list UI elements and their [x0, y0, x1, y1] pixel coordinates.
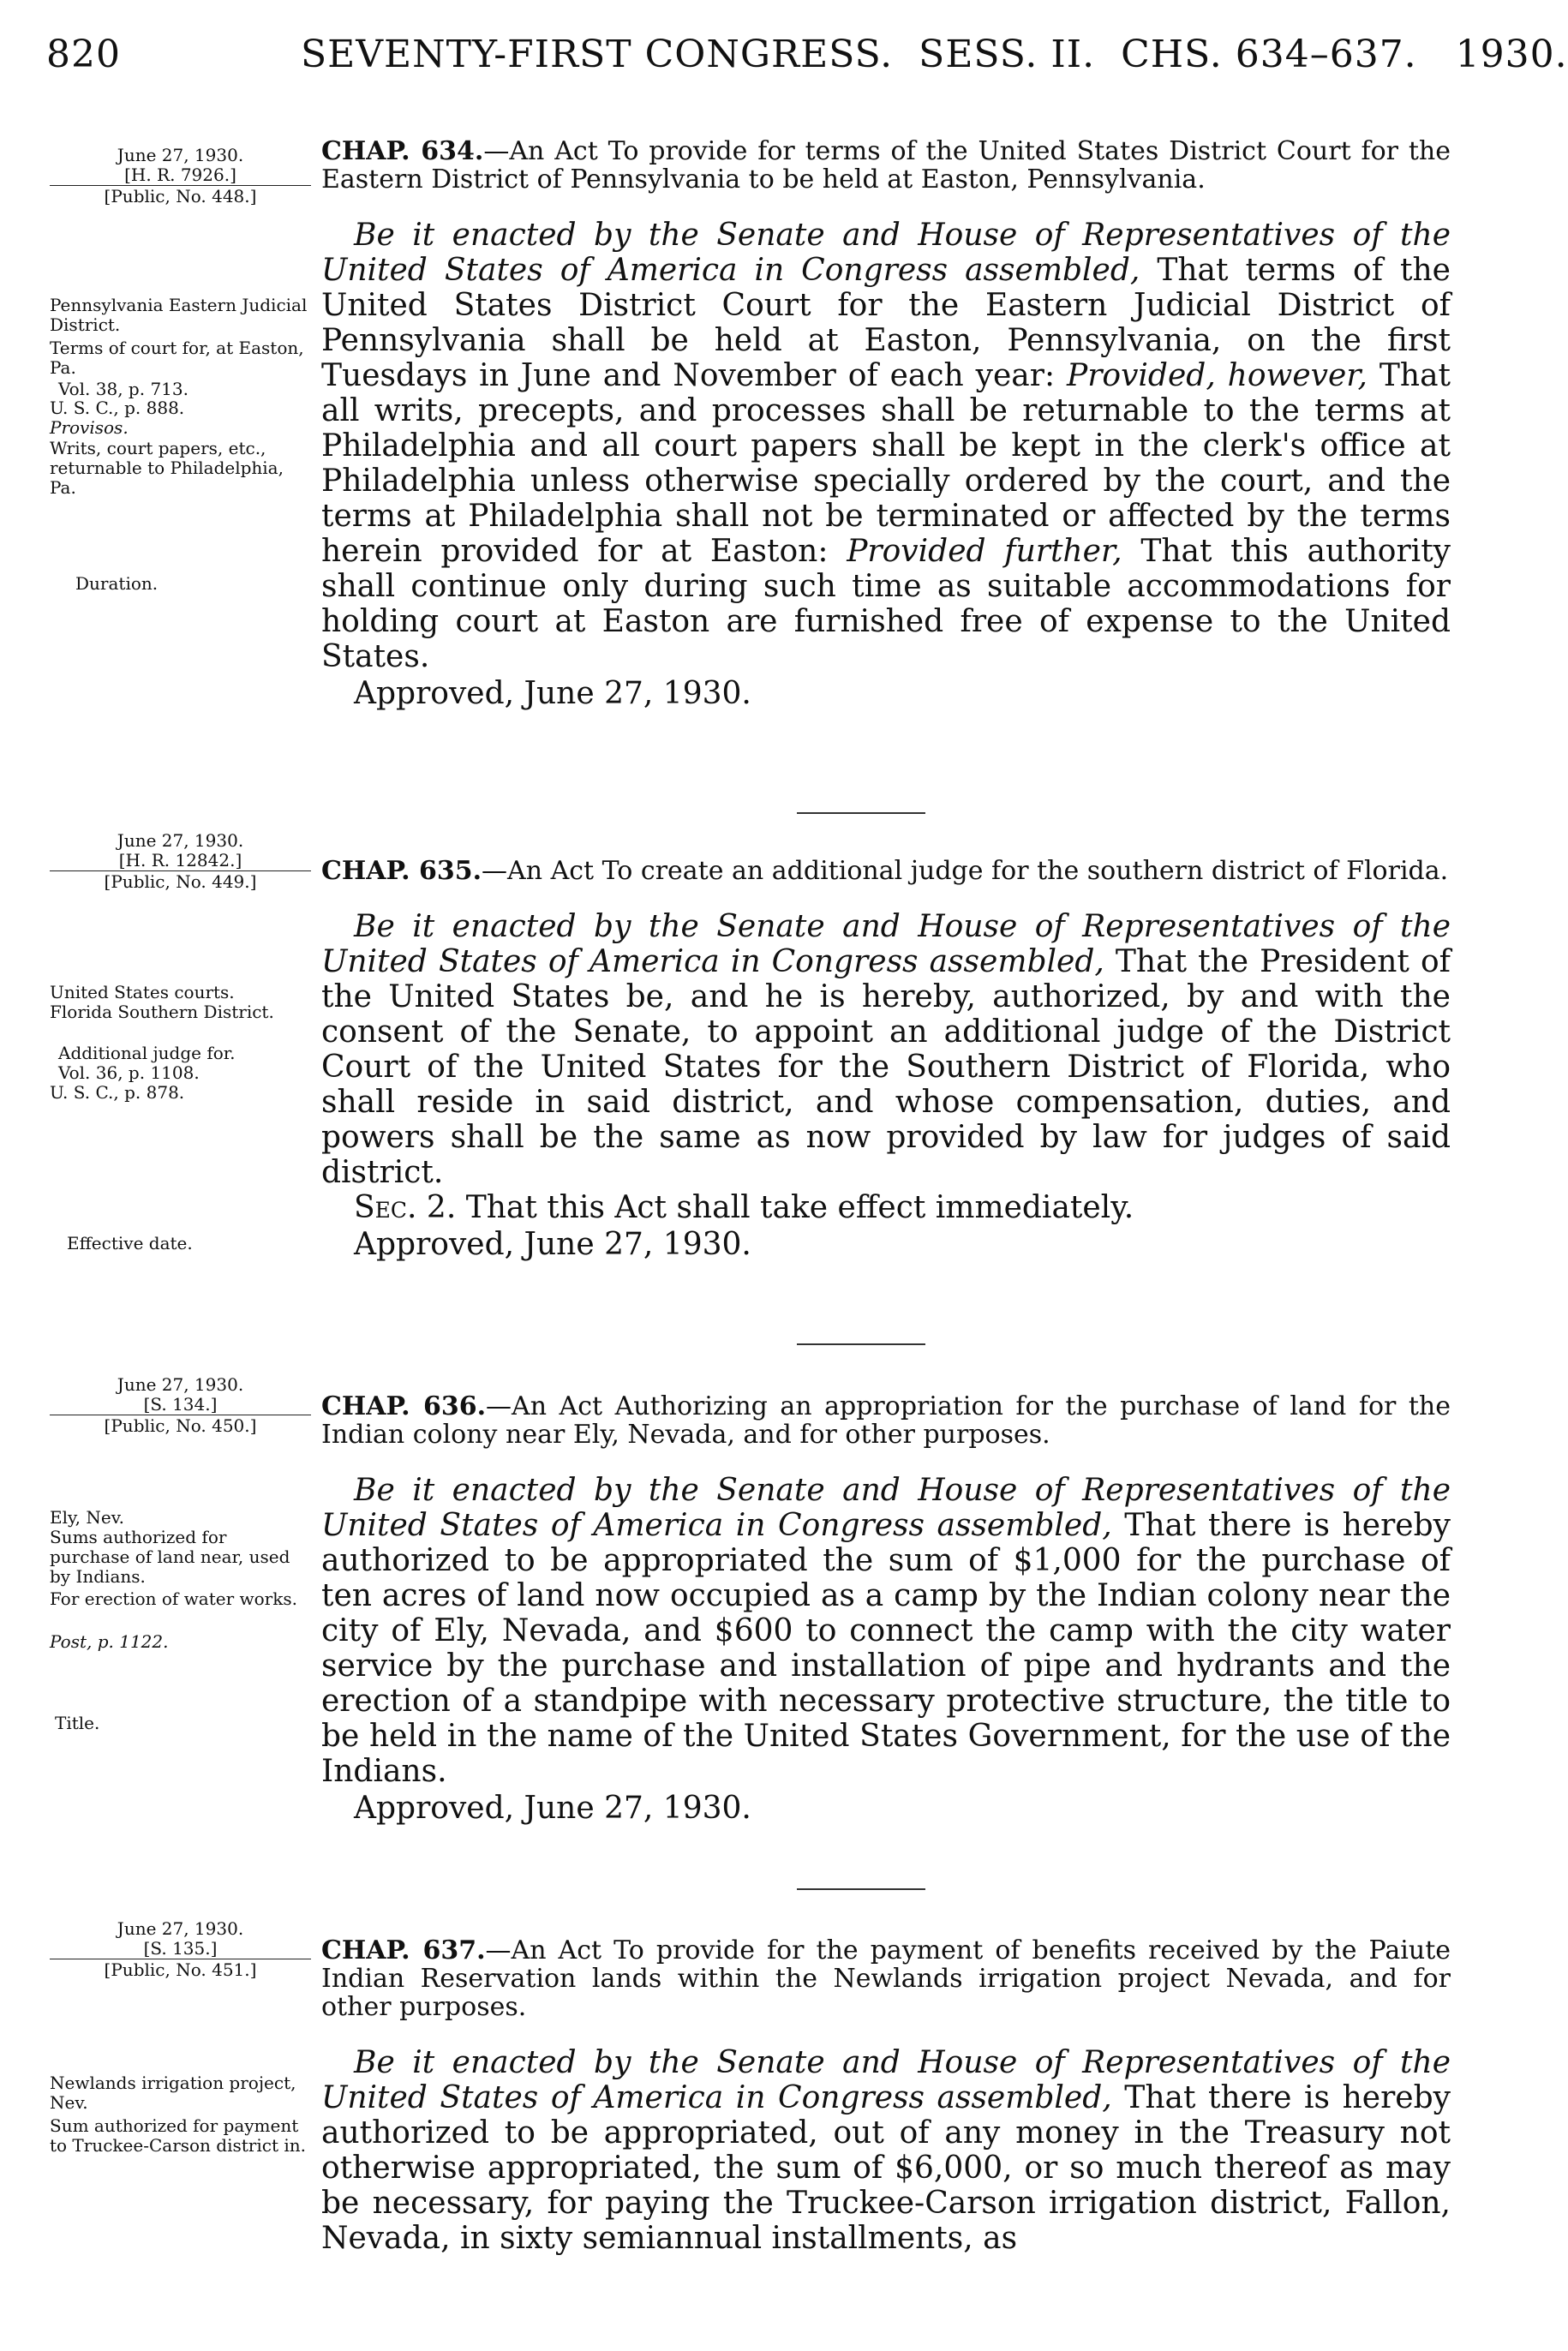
- chapter-reference: [50, 1375, 311, 1436]
- section-separator: [797, 1888, 925, 1890]
- chapter-text: [321, 1936, 1451, 2256]
- chapter-title: CHAP. 635.—An Act To create an additional judge for the southern district of Florida.: [321, 856, 1449, 886]
- chapter-reference: [50, 1919, 311, 1980]
- chapter-reference: [50, 831, 311, 892]
- enacting-clause: Be it enacted by the Senate and House of Representatives of the United States of America in Congress assembled,: [321, 2045, 1451, 2115]
- margin-note: Florida Southern District.: [50, 1002, 274, 1022]
- chapter-reference: [50, 146, 311, 206]
- margin-note: Pennsylvania Eastern Judicial District.: [50, 295, 308, 335]
- chapter-text: [321, 1392, 1451, 1826]
- enacting-clause: Be it enacted by the Senate and House of Representatives of the United States of America in Congress assembled,: [321, 218, 1451, 288]
- chapter-body: Be it enacted by the Senate and House of Representatives of the United States of America in Congress assembled, That the President of the United States be, and he is hereby, authorized, by and with the consent of the Senate, to appoint an additional judge of the District Court of the United States for the Southern District of Florida, who shall reside in said district, and whose compensation, duties, and powers shall be the same as now provided by law for judges of said district. Sec. 2. That this Act shall take effect immediately.: [321, 909, 1451, 1225]
- approval-date: June 27, 1930.: [117, 1918, 244, 1939]
- chapter-body: Be it enacted by the Senate and House of Representatives of the United States of America in Congress assembled, That terms of the United States District Court for the Eastern Judicial District of Pennsylvania shall be held at Easton, Pennsylvania, on the first Tuesdays in June and November of each year: Provided, however, That all writs, precepts, and processes shall be returnable to the terms at Philadelphia and all court papers shall be kept in the clerk's office at Philadelphia unless otherwise specially ordered by the court, and the terms at Philadelphia shall not be terminated or affected by the terms herein provided for at Easton: Provided further, That this authority shall continue only during such time as suitable accommodations for holding court at Easton are furnished free of expense to the United States.: [321, 218, 1451, 674]
- approval-date: June 27, 1930.: [117, 830, 244, 851]
- bill-number: [H. R. 12842.]: [118, 850, 242, 870]
- margin-note: Effective date.: [67, 1233, 193, 1253]
- margin-note: Post, p. 1122.: [50, 1631, 169, 1652]
- section-2: Sec. 2. That this Act shall take effect immediately.: [354, 1190, 1134, 1225]
- approval-date: June 27, 1930.: [117, 1374, 244, 1395]
- bill-number: [H. R. 7926.]: [124, 165, 236, 185]
- approval-line: Approved, June 27, 1930.: [354, 676, 751, 711]
- section-separator: [797, 812, 925, 814]
- margin-note: For erection of water works.: [50, 1588, 297, 1609]
- public-law-number: [Public, No. 451.]: [50, 1959, 311, 1980]
- chapter-title: CHAP. 636.—An Act Authorizing an appropriation for the purchase of land for the Indian colony near Ely, Nevada, and for other purposes.: [321, 1391, 1451, 1450]
- margin-note: Terms of court for, at Easton, Pa.: [50, 338, 304, 378]
- margin-note: U. S. C., p. 878.: [50, 1082, 185, 1103]
- margin-note: Sums authorized for purchase of land near, used by Indians.: [50, 1527, 290, 1587]
- margin-note: Duration.: [75, 573, 159, 594]
- margin-note: Vol. 38, p. 713.: [58, 379, 189, 399]
- margin-note: Title.: [55, 1713, 100, 1733]
- chapter-title: CHAP. 637.—An Act To provide for the payment of benefits received by the Paiute Indian Reservation lands within the Newlands irrigation project Nevada, and for other purposes.: [321, 1935, 1451, 2022]
- chapter-text: [321, 137, 1451, 711]
- approval-date: June 27, 1930.: [117, 145, 244, 165]
- chapter-text: [321, 857, 1451, 1262]
- running-title: SEVENTY-FIRST CONGRESS. SESS. II. CHS. 634–637. 1930.: [301, 33, 1568, 76]
- enacting-clause: Be it enacted by the Senate and House of Representatives of the United States of America in Congress assembled,: [321, 909, 1451, 979]
- session-label: SESS.: [919, 33, 1038, 76]
- margin-note: United States courts.: [50, 982, 235, 1002]
- margin-note: Writs, court papers, etc., returnable to Philadelphia, Pa.: [50, 438, 284, 498]
- chapters-label: CHS.: [1121, 33, 1223, 76]
- chapter-body: Be it enacted by the Senate and House of Representatives of the United States of America in Congress assembled, That there is hereby authorized to be appropriated, out of any money in the Treasury not otherwise appropriated, the sum of $6,000, or so much thereof as may be necessary, for paying the Truckee-Carson irrigation district, Fallon, Nevada, in sixty semiannual installments, as: [321, 2045, 1451, 2256]
- chapter-title: CHAP. 634.—An Act To provide for terms of the United States District Court for the Eastern District of Pennsylvania to be held at Easton, Pennsylvania.: [321, 136, 1451, 194]
- margin-note: U. S. C., p. 888.: [50, 398, 185, 418]
- chapter-body: Be it enacted by the Senate and House of Representatives of the United States of America in Congress assembled, That there is hereby authorized to be appropriated the sum of $1,000 for the purchase of ten acres of land now occupied as a camp by the Indian colony near the city of Ely, Nevada, and $600 to connect the camp with the city water service by the purchase and installation of pipe and hydrants and the erection of a standpipe with necessary protective structure, the title to be held in the name of the United States Government, for the use of the Indians.: [321, 1473, 1451, 1789]
- margin-note: Additional judge for.: [58, 1043, 236, 1063]
- approval-line: Approved, June 27, 1930.: [354, 1227, 751, 1262]
- page-number: 820: [46, 33, 121, 76]
- public-law-number: [Public, No. 448.]: [50, 185, 311, 206]
- margin-note: Provisos.: [50, 417, 129, 438]
- running-header: [46, 33, 1568, 93]
- bill-number: [S. 134.]: [143, 1394, 218, 1415]
- public-law-number: [Public, No. 450.]: [50, 1415, 311, 1436]
- enacting-clause: Be it enacted by the Senate and House of Representatives of the United States of America in Congress assembled,: [321, 1473, 1451, 1543]
- margin-note: Ely, Nev.: [50, 1507, 124, 1528]
- approval-line: Approved, June 27, 1930.: [354, 1791, 751, 1826]
- margin-note: Vol. 36, p. 1108.: [58, 1062, 200, 1083]
- bill-number: [S. 135.]: [143, 1938, 218, 1959]
- margin-note: Newlands irrigation project, Nev.: [50, 2073, 296, 2113]
- public-law-number: [Public, No. 449.]: [50, 870, 311, 892]
- margin-note: Sum authorized for payment to Truckee-Carson district in.: [50, 2115, 306, 2156]
- section-separator: [797, 1343, 925, 1345]
